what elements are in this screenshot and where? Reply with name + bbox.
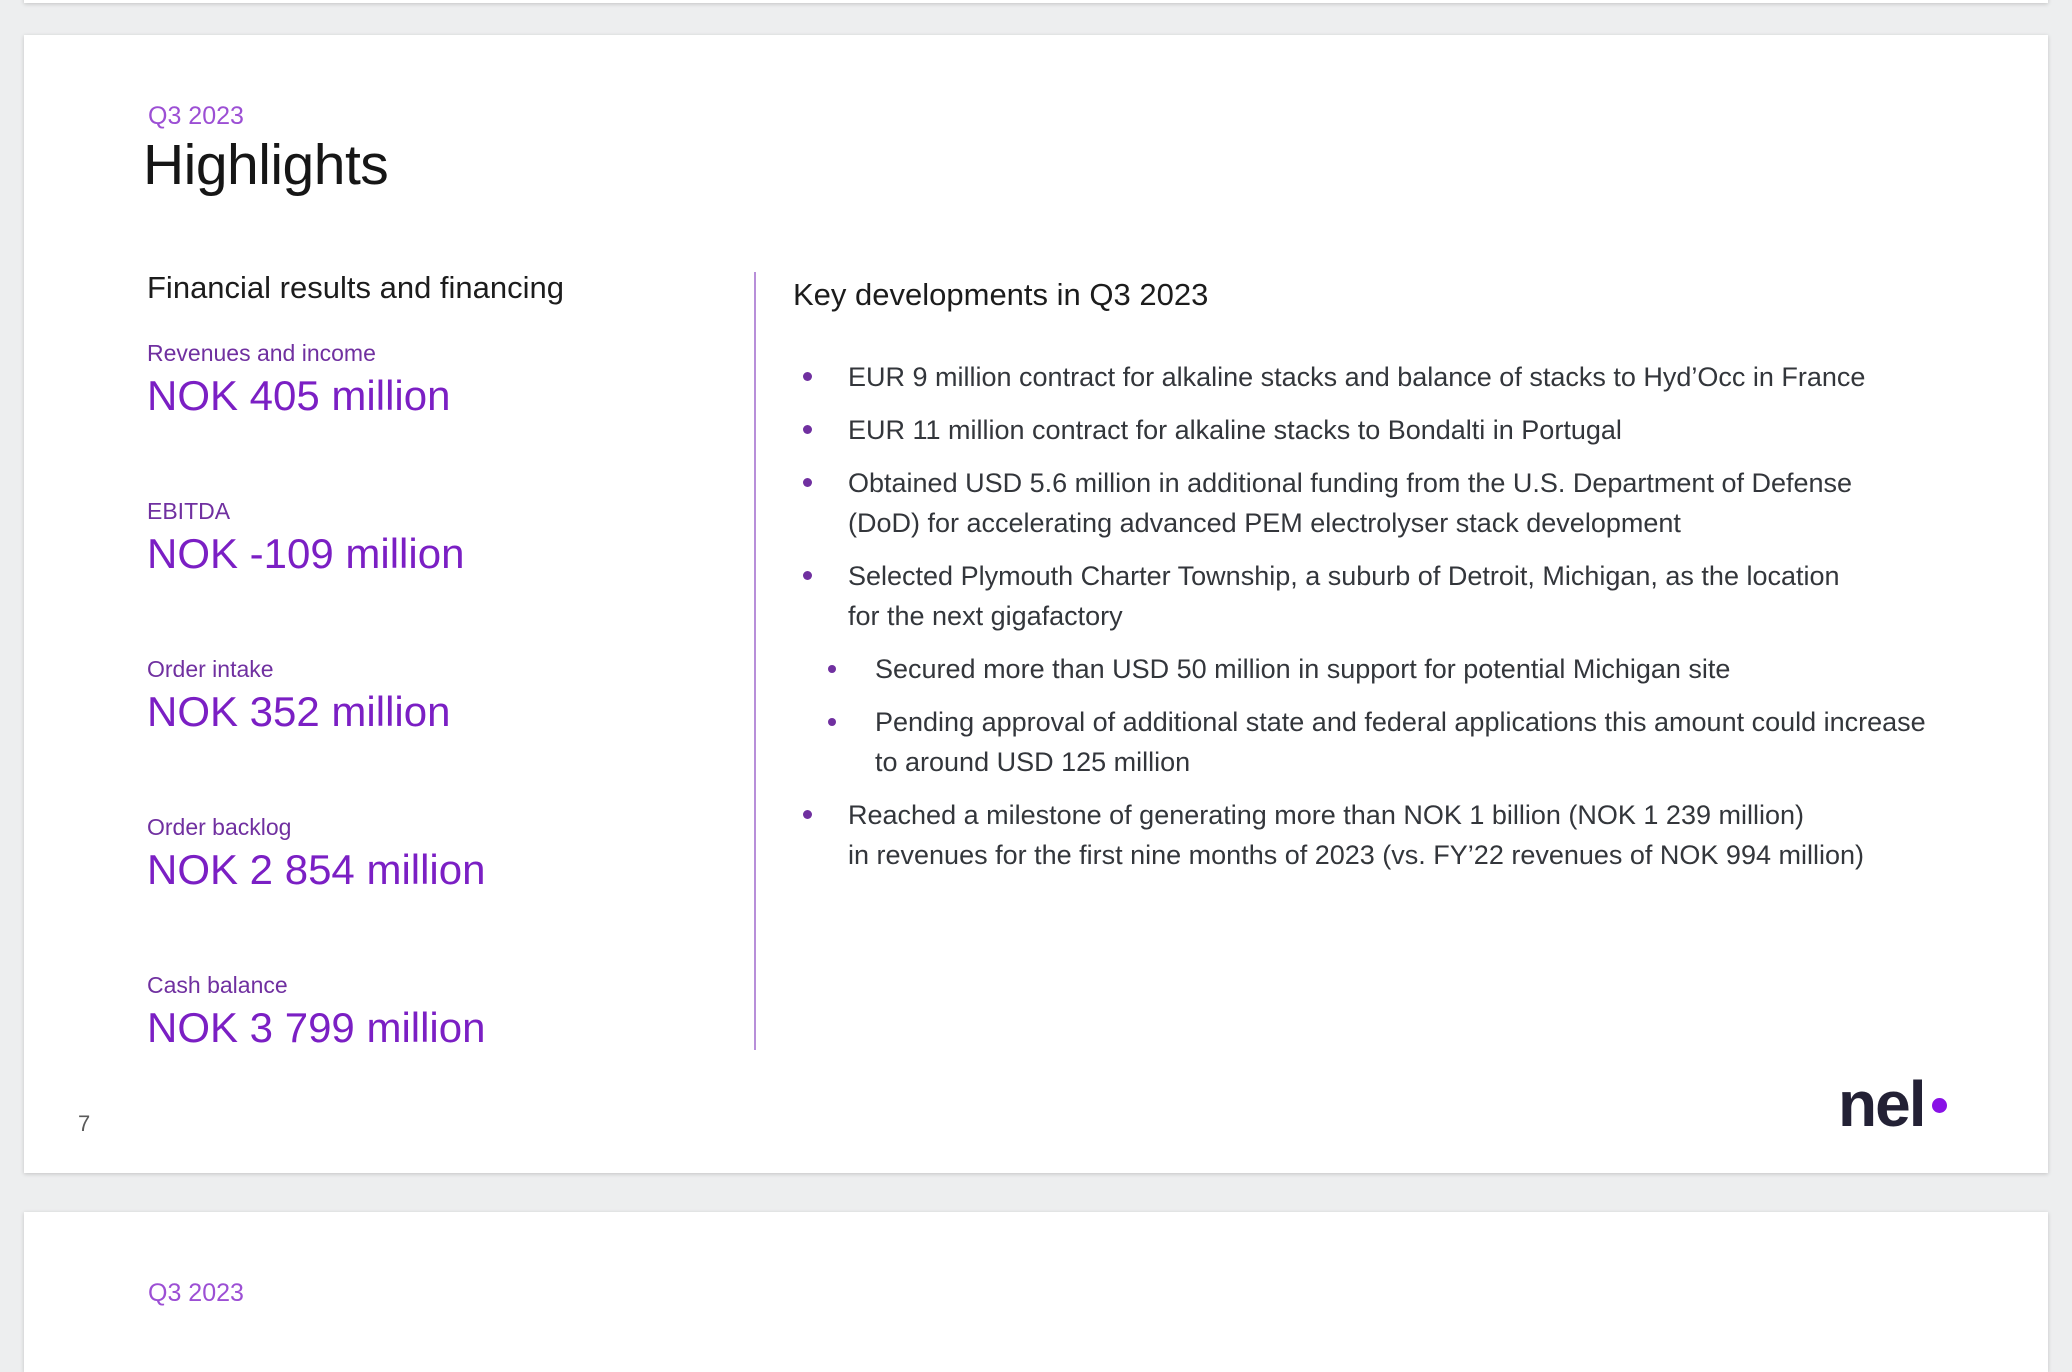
bullet-line: Selected Plymouth Charter Township, a suburb of Detroit, Michigan, as the location	[848, 561, 1840, 591]
bullet-dot-icon	[803, 372, 812, 381]
metric-label: Cash balance	[147, 972, 288, 998]
bullet-item	[793, 463, 1993, 543]
slide-highlights	[24, 35, 2048, 1173]
page-number: 7	[78, 1111, 91, 1136]
slide-eyebrow: Q3 2023	[148, 102, 244, 130]
bullet-dot-icon	[803, 478, 812, 487]
metric-revenues-and-income	[147, 338, 707, 424]
column-divider	[754, 272, 756, 1050]
bullet-item	[793, 410, 1993, 450]
page-title: Highlights	[143, 133, 389, 197]
bullet-line: Secured more than USD 50 million in support for potential Michigan site	[875, 654, 1731, 684]
bullet-item	[793, 357, 1993, 397]
next-slide-partial	[24, 1212, 2048, 1372]
left-column-heading: Financial results and financing	[147, 270, 565, 305]
metric-cash-balance	[147, 970, 707, 1056]
metric-label: Order backlog	[147, 814, 292, 840]
nel-logo	[1838, 1068, 1947, 1140]
metric-order-intake	[147, 654, 707, 740]
bullet-line: (DoD) for accelerating advanced PEM electrolyser stack development	[848, 508, 1681, 538]
logo-dot-icon	[1932, 1098, 1947, 1113]
metric-label: Revenues and income	[147, 340, 376, 366]
slide-eyebrow: Q3 2023	[148, 1279, 244, 1307]
bullet-item	[793, 795, 1993, 875]
financial-metrics	[147, 338, 707, 1128]
bullet-dot-icon	[828, 718, 836, 726]
nel-logo-text: nel	[1838, 1068, 1925, 1140]
metric-value: NOK -109 million	[147, 530, 465, 577]
bullet-line: in revenues for the first nine months of 2023 (vs. FY’22 revenues of NOK 994 million)	[848, 840, 1864, 870]
metric-value: NOK 3 799 million	[147, 1004, 486, 1051]
metric-ebitda	[147, 496, 707, 582]
previous-slide-edge	[24, 0, 2048, 3]
metric-label: EBITDA	[147, 498, 231, 524]
bullet-dot-icon	[803, 571, 812, 580]
metric-value: NOK 405 million	[147, 372, 451, 419]
metric-value: NOK 352 million	[147, 688, 451, 735]
bullet-line: to around USD 125 million	[875, 747, 1191, 777]
bullet-dot-icon	[803, 810, 812, 819]
bullet-dot-icon	[803, 425, 812, 434]
metric-value: NOK 2 854 million	[147, 846, 486, 893]
bullet-line: EUR 9 million contract for alkaline stacks and balance of stacks to Hyd’Occ in France	[848, 362, 1866, 392]
bullet-line: Obtained USD 5.6 million in additional funding from the U.S. Department of Defense	[848, 468, 1853, 498]
bullet-line: Reached a milestone of generating more than NOK 1 billion (NOK 1 239 million)	[848, 800, 1804, 830]
bullet-sub-item	[793, 649, 1993, 689]
bullet-dot-icon	[828, 665, 836, 673]
bullet-line: Pending approval of additional state and federal applications this amount could increase	[875, 707, 1926, 737]
metric-order-backlog	[147, 812, 707, 898]
bullet-sub-item	[793, 702, 1993, 782]
metric-label: Order intake	[147, 656, 274, 682]
key-developments-list	[793, 357, 1993, 888]
bullet-item	[793, 556, 1993, 636]
bullet-line: EUR 11 million contract for alkaline stacks to Bondalti in Portugal	[848, 415, 1622, 445]
bullet-line: for the next gigafactory	[848, 601, 1123, 631]
right-column-heading: Key developments in Q3 2023	[793, 277, 1209, 312]
